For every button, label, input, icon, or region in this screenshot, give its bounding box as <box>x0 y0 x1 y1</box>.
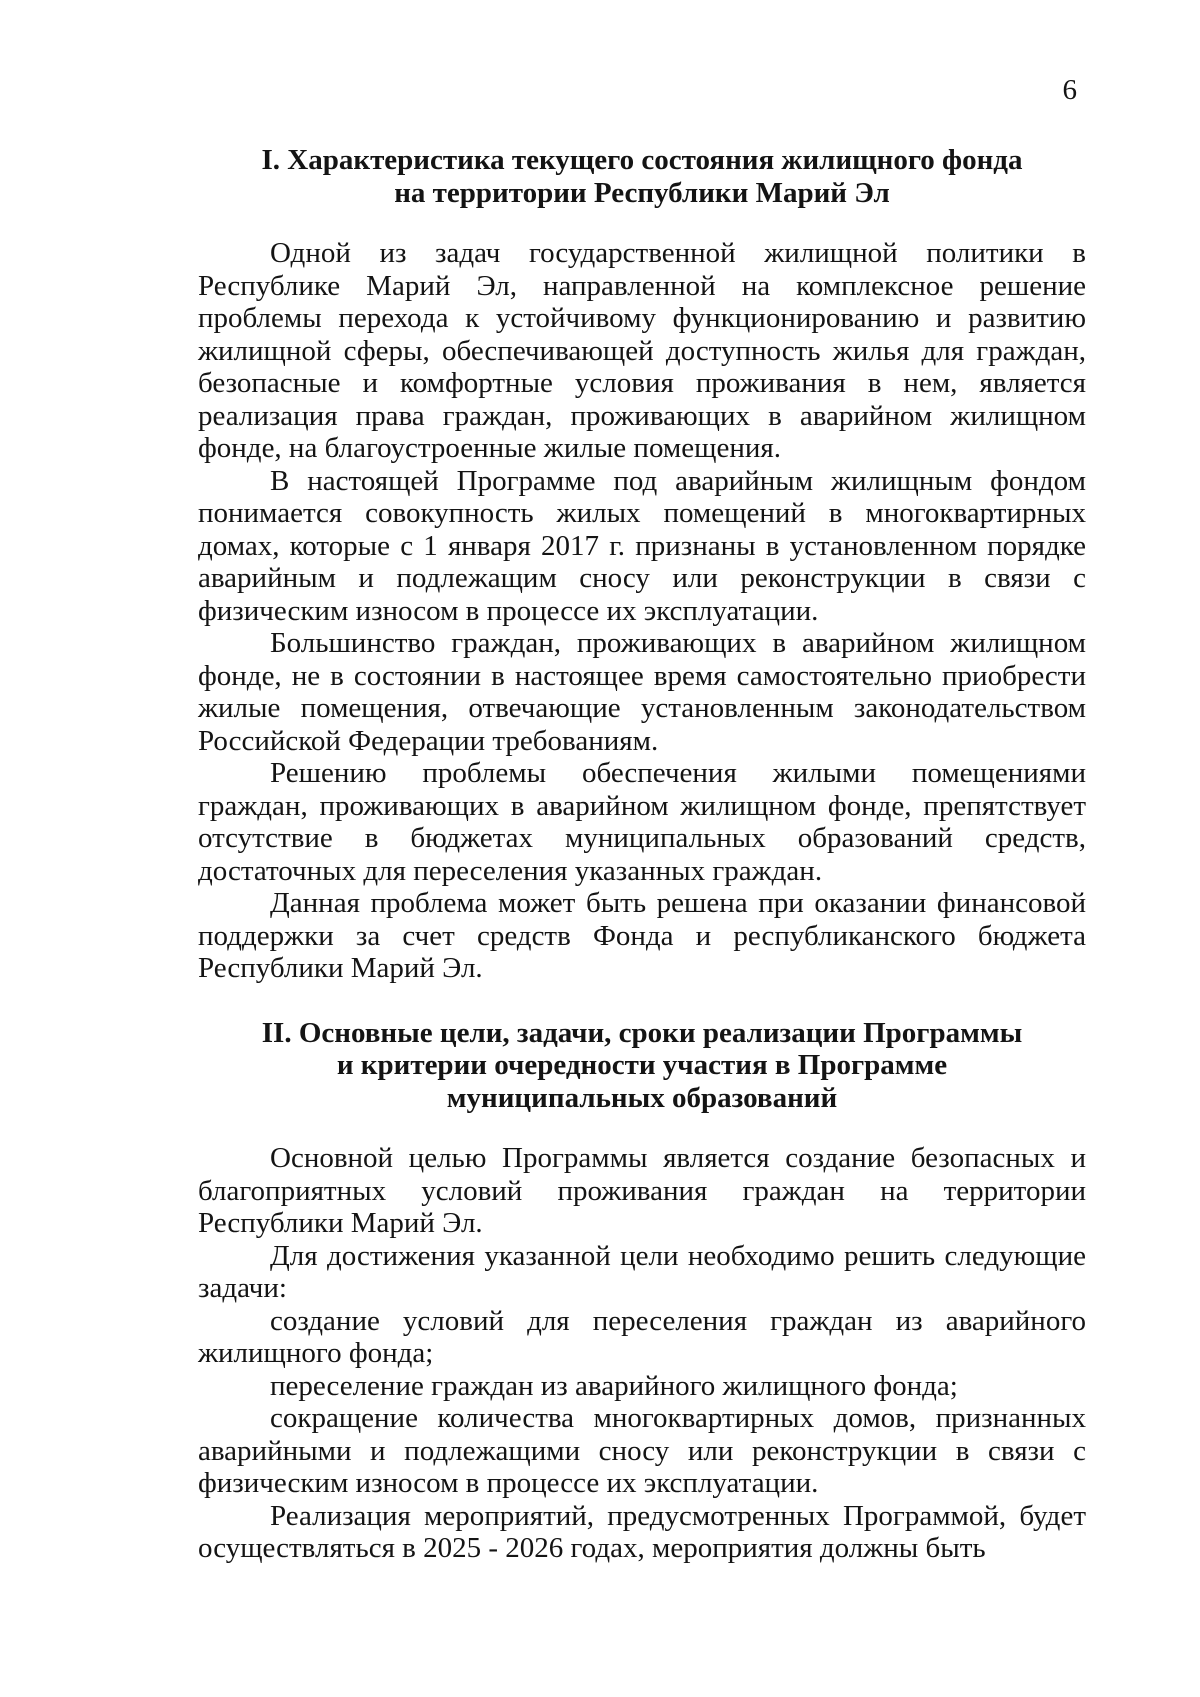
section-1-heading-line: I. Характеристика текущего состояния жилищного фонда <box>261 144 1023 176</box>
section-2-heading-line: и критерии очередности участия в Программе <box>336 1049 948 1081</box>
section-1-paragraph: Одной из задач государственной жилищной политики в Республике Марий Эл, направленной на комплексное решение проблемы перехода к устойчивому функционированию и развитию жилищной сферы, обеспечивающей доступность жилья для граждан, безопасные и комфортные условия проживания в нем, является реализация права граждан, проживающих в аварийном жилищном фонде, на благоустроенные жилые помещения. <box>198 237 1086 464</box>
section-2-paragraph: создание условий для переселения граждан из аварийного жилищного фонда; <box>198 1304 1086 1369</box>
section-2-paragraph: Для достижения указанной цели необходимо решить следующие задачи: <box>198 1239 1086 1304</box>
section-1-heading-line: на территории Республики Марий Эл <box>394 176 890 209</box>
section-2-heading-line: муниципальных образований <box>446 1081 838 1114</box>
section-2-paragraph: Реализация мероприятий, предусмотренных Программой, будет осуществляться в 2025 - 2026 годах, мероприятия должны быть <box>198 1499 1086 1564</box>
section-2-heading-line: II. Основные цели, задачи, сроки реализации Программы <box>261 1016 1023 1049</box>
section-2-paragraph: Основной целью Программы является создание безопасных и благоприятных условий проживания граждан на территории Республики Марий Эл. <box>198 1142 1086 1239</box>
section-1-paragraph: Решению проблемы обеспечения жилыми помещениями граждан, проживающих в аварийном жилищном фонде, препятствует отсутствие в бюджетах муниципальных образований средств, достаточных для переселения указанных граждан. <box>198 757 1086 887</box>
section-1-paragraph: Большинство граждан, проживающих в аварийном жилищном фонде, не в состоянии в настоящее время самостоятельно приобрести жилые помещения, отвечающие установленным законодательством Российской Федерации требованиям. <box>198 627 1086 757</box>
section-2-paragraph: переселение граждан из аварийного жилищного фонда; <box>270 1369 958 1402</box>
section-1-heading <box>198 144 1086 209</box>
section-1-paragraph: В настоящей Программе под аварийным жилищным фондом понимается совокупность жилых помещений в многоквартирных домах, которые с 1 января 2017 г. признаны в установленном порядке аварийным и подлежащим сносу или реконструкции в связи с физическим износом в процессе их эксплуатации. <box>198 464 1086 627</box>
document-body <box>198 144 1086 1565</box>
page-number: 6 <box>1062 74 1077 106</box>
section-1-paragraph: Данная проблема может быть решена при оказании финансовой поддержки за счет средств Фонда и республиканского бюджета Республики Марий Эл. <box>198 887 1086 984</box>
section-2-heading <box>198 1017 1086 1115</box>
section-2-paragraph: сокращение количества многоквартирных домов, признанных аварийными и подлежащими сносу или реконструкции в связи с физическим износом в процессе их эксплуатации. <box>198 1402 1086 1499</box>
